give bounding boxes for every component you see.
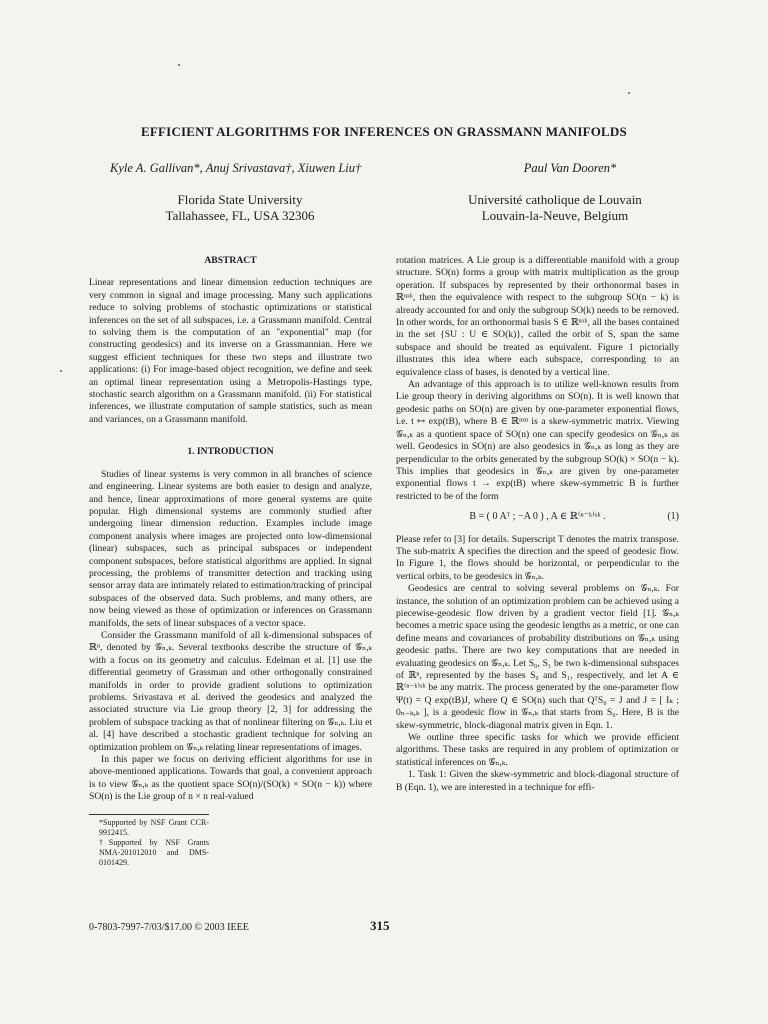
left-column — [89, 255, 372, 868]
equation-1-body: B = ( 0 Aᵀ ; −A 0 ) , A ∈ ℝ⁽ⁿ⁻ᵏ⁾ˣᵏ . — [469, 511, 606, 523]
right-paragraph-2: An advantage of this approach is to utilize well-known results from Lie group theory in deriving algorithms on SO(n). It is well known that geodesic paths on SO(n) are given by one-parameter exponential flows, i.e. t ↦ exp(tB), where B ∈ ℝⁿˣⁿ is a skew-symmetric matrix. Viewing 𝒢ₙ,ₖ as a quotient space of SO(n) one can specify geodesics on 𝒢ₙ,ₖ as well. Geodesics in SO(n) are also geodesics in 𝒢ₙ,ₖ as long as they are perpendicular to the orbits generated by the subgroup SO(k) × SO(n − k). This implies that geodesics in 𝒢ₙ,ₖ are given by one-parameter exponential flows t → exp(tB) where skew-symmetric B is further restricted to be of the form — [396, 379, 679, 502]
abstract-heading: ABSTRACT — [204, 255, 257, 266]
right-paragraph-6: 1. Task 1: Given the skew-symmetric and block-diagonal structure of B (Eqn. 1), we are interested in a technique for effi- — [396, 769, 679, 793]
footer-isbn: 0-7803-7997-7/03/$17.00 © 2003 IEEE — [89, 922, 249, 933]
equation-1-number: (1) — [667, 511, 679, 523]
scan-speck — [628, 92, 630, 94]
right-column — [396, 255, 679, 794]
intro-paragraph-3: In this paper we focus on deriving efficient algorithms for use in above-mentioned applications. Towards that goal, a convenient approach is to view 𝒢ₙ,ₖ as the quotient space SO(n)/(SO(k) × SO(n − k)) where SO(n) is the Lie group of n × n real-valued — [89, 754, 372, 803]
footnote-1: *Supported by NSF Grant CCR-9912415. — [99, 817, 209, 837]
authors-left: Kyle A. Gallivan*, Anuj Srivastava†, Xiuwen Liu† — [110, 161, 362, 175]
intro-paragraph-2: Consider the Grassmann manifold of all k-dimensional subspaces of ℝⁿ, denoted by 𝒢ₙ,ₖ. Several textbooks describe the structure of 𝒢ₙ,ₖ with a focus on its geometry and calculus. Edelman et al. [1] use the differential geometry of Grassman and other orthogonally constrained manifolds in order to provide gradient solutions to optimization problems. Srivastava et al. derived the geodesics and analyzed the associated structure via Lie group theory [2, 3] for addressing the problem of subspace tracking as that of nonlinear filtering on 𝒢ₙ,ₖ. Liu et al. [4] have described a stochastic gradient technique for solving an optimization problem on 𝒢ₙ,ₖ relating linear representations of images. — [89, 629, 372, 753]
affiliation-left — [140, 192, 340, 224]
introduction-heading: 1. INTRODUCTION — [187, 446, 274, 458]
footnotes — [89, 814, 209, 868]
intro-paragraph-1: Studies of linear systems is very common in all branches of science and engineering. Linear systems are both easier to design and analyze, and hence, linear approximations of more general systems are quite popular. High dimensional systems are commonly studied after undergoing linear dimension reduction. Examples include image component analysis where images are projected onto low-dimensional (linear) subspaces, such as principal subspaces or independent component subspaces, before statistical algorithms are applied. In signal processing, the problems of transmitter detection and tracking using sensor array data are intimately related to estimation/tracking of principal subspaces of the observed data. Such problems, and many others, are now being viewed as those of optimization or inferences on Grassmann manifolds, the sets of linear subspaces of a vector space. — [89, 468, 372, 629]
right-paragraph-1: rotation matrices. A Lie group is a differentiable manifold with a group structure. SO(n) forms a group with matrix multiplication as the group operation. If subspaces by represented by their orthonormal bases in ℝⁿˣᵏ, then the equivalence with respect to the subgroup SO(n − k) is already accounted for and only the subgroup SO(k) needs to be removed. In other words, for an orthonormal basis S ∈ ℝⁿˣᵏ, all the bases contained in the set {SU : U ∈ SO(k)}, called the orbit of S, span the same subspace and should be treated as equivalent. Figure 1 pictorially illustrates this idea where each subspace, corresponding to an equivalence class of bases, is denoted by a vertical line. — [396, 255, 679, 378]
authors-right: Paul Van Dooren* — [523, 161, 617, 175]
affiliation-right-institution: Université catholique de Louvain — [468, 192, 642, 207]
page-number: 315 — [370, 918, 390, 933]
footnote-2: †Supported by NSF Grants NMA-201012010 and DMS-0101429. — [99, 837, 209, 867]
affiliation-left-address: Tallahassee, FL, USA 32306 — [165, 208, 315, 223]
right-paragraph-5: We outline three specific tasks for which we provide efficient algorithms. These tasks are required in any problem of optimization or statistical inferences on 𝒢ₙ,ₖ. — [396, 732, 679, 768]
abstract-text: Linear representations and linear dimension reduction techniques are very common in signal and image processing. Many such applications reduce to solving problems of stochastic optimizations or statistical inferences on the set of all subspaces, i.e. a Grassmann manifold. Central to solving them is the computation of an "exponential" map (for constructing geodesics) and its inverse on a Grassmannian. Here we suggest efficient techniques for these two steps and illustrate two applications: (i) For image-based object recognition, we define and seek an optimal linear representation using a Metropolis-Hastings type, stochastic search algorithm on a Grassmann manifold. (ii) For statistical inferences, we illustrate computation of sample statistics, such as mean and variances, on a Grassmann manifold. — [89, 277, 372, 425]
affiliation-left-institution: Florida State University — [177, 192, 303, 207]
scan-speck — [178, 64, 180, 66]
scan-speck — [60, 370, 62, 372]
paper-title: EFFICIENT ALGORITHMS FOR INFERENCES ON GRASSMANN MANIFOLDS — [141, 124, 627, 139]
right-paragraph-3: Please refer to [3] for details. Superscript T denotes the matrix transpose. The sub-matrix A specifies the direction and the speed of geodesic flow. In Figure 1, the flows should be horizontal, or perpendicular to the vertical orbits, to be geodesics in 𝒢ₙ,ₖ. — [396, 533, 679, 582]
equation-1 — [396, 511, 679, 523]
affiliation-right-address: Louvain-la-Neuve, Belgium — [481, 208, 629, 223]
affiliation-right — [440, 192, 670, 224]
right-paragraph-4: Geodesics are central to solving several problems on 𝒢ₙ,ₖ. For instance, the solution of an optimization problem can be achieved using a piecewise-geodesic flow driven by a gradient vector field [1]. 𝒢ₙ,ₖ becomes a metric space using the geodesic lengths as a metric, or one can define means and covariances of probability distributions on 𝒢ₙ,ₖ using geodesic paths. There are two key computations that are needed in evaluating geodesics on 𝒢ₙ,ₖ. Let S₀, S₁ be two k-dimensional subspaces of ℝⁿ, represented by the bases S₀ and S₁, respectively, and let A ∈ ℝ⁽ⁿ⁻ᵏ⁾ˣᵏ be any matrix. The process generated by the one-parameter flow Ψ(t) = Q exp(tB)J, where Q ∈ SO(n) such that QᵀS₀ = J and J = [ Iₖ ; 0ₙ₋ₖ,ₖ ], is a geodesic flow in 𝒢ₙ,ₖ that starts from S₀. Here, B is the skew-symmetric, block-diagonal matrix given in Eqn. 1. — [396, 583, 679, 731]
